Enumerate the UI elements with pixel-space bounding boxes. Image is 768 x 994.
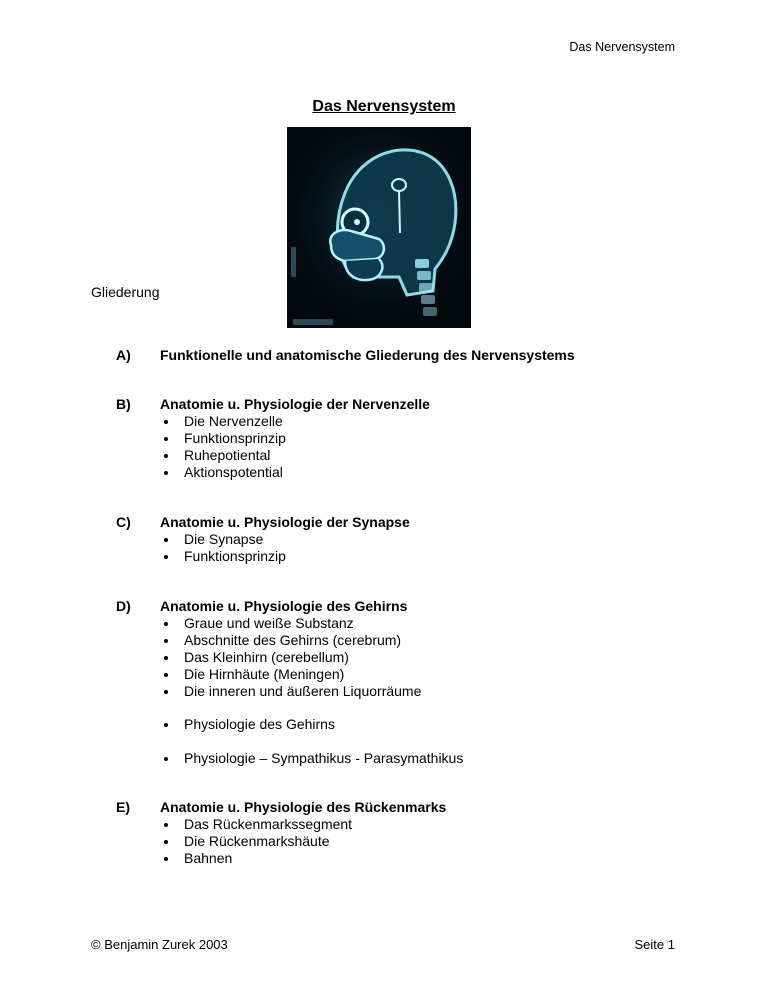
section-d [116, 598, 676, 700]
footer-page-number: Seite 1 [634, 937, 675, 952]
section-e [116, 799, 676, 867]
section-letter: D) [116, 598, 131, 614]
list-item: Bahnen [160, 850, 676, 867]
document-title: Das Nervensystem [312, 98, 456, 115]
list-item: Das Kleinhirn (cerebellum) [160, 649, 676, 666]
list-item: Funktionsprinzip [160, 430, 676, 447]
section-a [116, 347, 676, 364]
footer-copyright: © Benjamin Zurek 2003 [91, 937, 228, 952]
section-letter: B) [116, 396, 131, 412]
list-item: Physiologie – Sympathikus - Parasymathikus [160, 750, 463, 767]
extra-list [160, 716, 335, 733]
list-item: Die inneren und äußeren Liquorräume [160, 683, 676, 700]
list-item: Aktionspotential [160, 464, 676, 481]
list-item: Graue und weiße Substanz [160, 615, 676, 632]
section-b [116, 396, 676, 481]
section-title: Anatomie u. Physiologie des Gehirns [160, 598, 408, 614]
outline-label: Gliederung [91, 284, 160, 300]
list-item: Abschnitte des Gehirns (cerebrum) [160, 632, 676, 649]
section-title: Anatomie u. Physiologie der Synapse [160, 514, 410, 530]
list-item: Die Nervenzelle [160, 413, 676, 430]
list-item: Die Synapse [160, 531, 676, 548]
list-item: Ruhepotiental [160, 447, 676, 464]
section-letter: A) [116, 347, 131, 363]
list-item: Physiologie des Gehirns [160, 716, 335, 733]
section-letter: E) [116, 799, 130, 815]
section-letter: C) [116, 514, 131, 530]
xray-head-image [287, 127, 471, 328]
running-header: Das Nervensystem [569, 40, 675, 54]
section-c [116, 514, 676, 565]
list-item: Funktionsprinzip [160, 548, 676, 565]
list-item: Das Rückenmarkssegment [160, 816, 676, 833]
section-title: Anatomie u. Physiologie des Rückenmarks [160, 799, 447, 815]
section-title: Funktionelle und anatomische Gliederung des Nervensystems [160, 347, 575, 363]
list-item: Die Hirnhäute (Meningen) [160, 666, 676, 683]
section-title: Anatomie u. Physiologie der Nervenzelle [160, 396, 430, 412]
list-item: Die Rückenmarkshäute [160, 833, 676, 850]
extra-list [160, 750, 463, 767]
